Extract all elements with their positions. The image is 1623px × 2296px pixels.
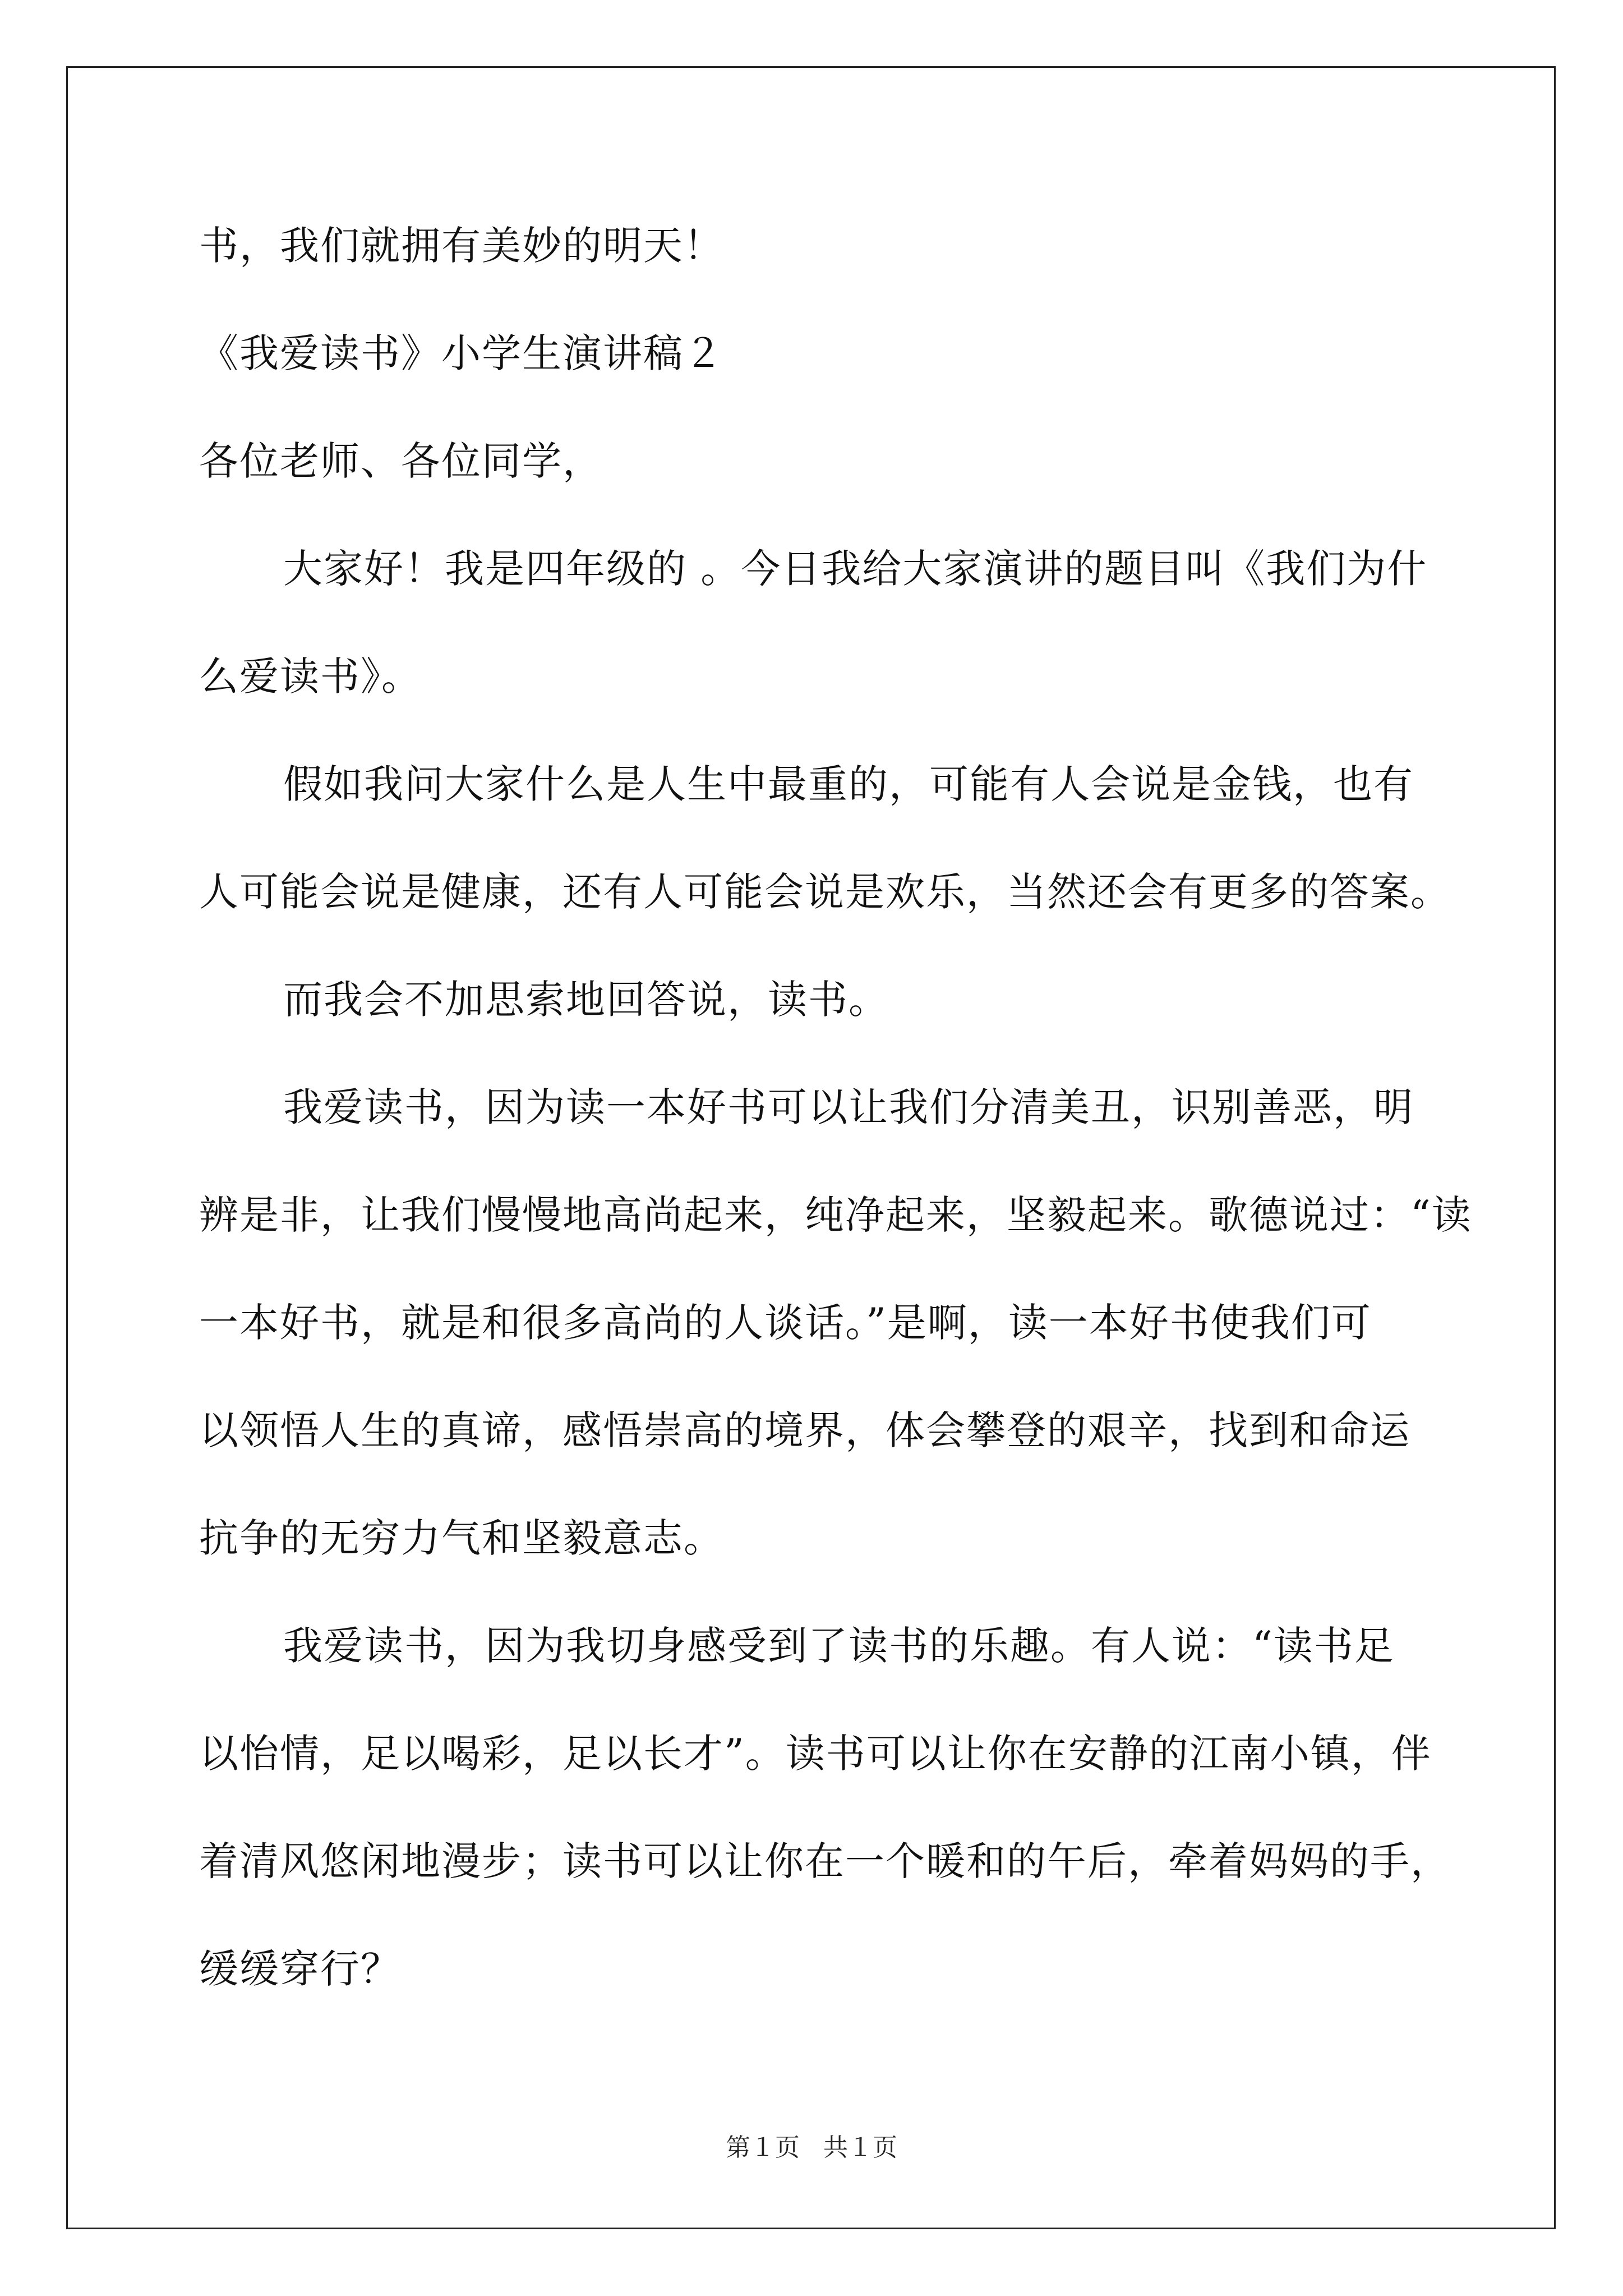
text-line-1: 书，我们就拥有美妙的明天！ [199, 223, 724, 269]
text-line: 以领悟人生的真谛，感悟崇高的境界，体会攀登的艰辛，找到和命运 [199, 1407, 1410, 1453]
section-heading: 《我爱读书》小学生演讲稿２ [199, 330, 724, 376]
text-line: 么爱读书》。 [199, 654, 422, 700]
text-line: 人可能会说是健康，还有人可能会说是欢乐，当然还会有更多的答案。 [199, 869, 1451, 915]
paragraph-start: 大家好！我是四年级的 。今日我给大家演讲的题目叫《我们为什 [283, 546, 1428, 592]
paragraph-start: 假如我问大家什么是人生中最重的，可能有人会说是金钱，也有 [283, 761, 1414, 807]
page-number-footer: 第１页 共１页 [726, 2133, 897, 2162]
paragraph-start: 我爱读书，因为我切身感受到了读书的乐趣。有人说：“读书足 [283, 1623, 1395, 1669]
text-line: 缓缓穿行？ [199, 1946, 401, 1992]
text-line: 一本好书，就是和很多高尚的人谈话。”是啊，读一本好书使我们可 [199, 1300, 1372, 1346]
text-line: 辨是非，让我们慢慢地高尚起来，纯净起来，坚毅起来。歌德说过：“读 [199, 1192, 1472, 1238]
paragraph-start: 我爱读书，因为读一本好书可以让我们分清美丑，识别善恶，明 [283, 1084, 1414, 1130]
text-line: 以怡情，足以喝彩，足以长才”。读书可以让你在安静的江南小镇，伴 [199, 1731, 1432, 1777]
paragraph-start: 而我会不加思索地回答说，读书。 [283, 977, 889, 1023]
text-line-salutation: 各位老师、各位同学， [199, 438, 603, 484]
page-border [66, 66, 1556, 2229]
text-line: 着清风悠闲地漫步；读书可以让你在一个暖和的午后，牵着妈妈的手， [199, 1838, 1451, 1884]
text-line: 抗争的无穷力气和坚毅意志。 [199, 1515, 724, 1561]
